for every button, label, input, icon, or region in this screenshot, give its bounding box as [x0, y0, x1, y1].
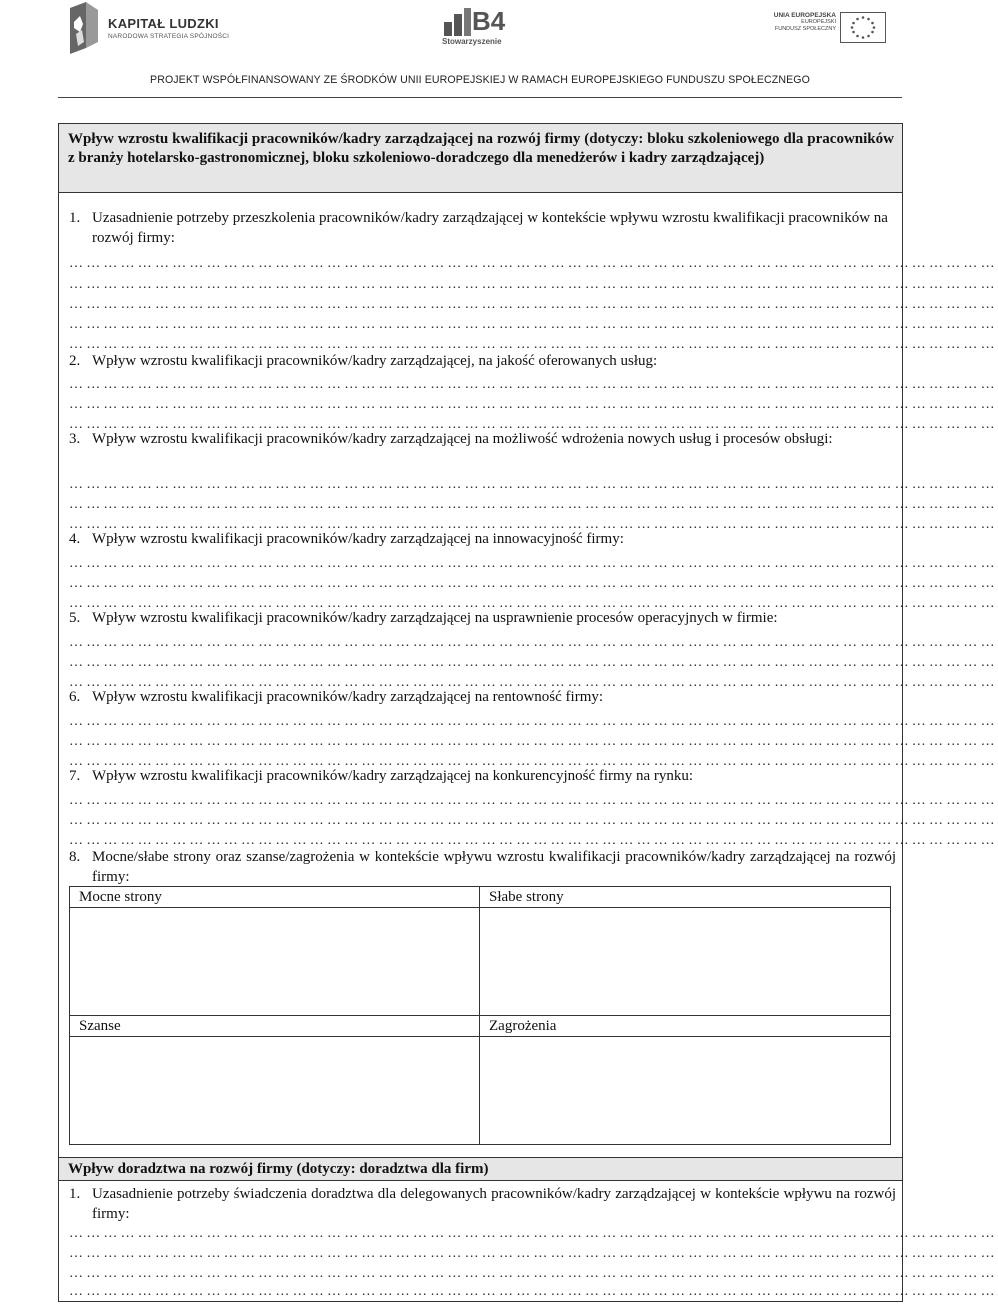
answer-line[interactable]: ………………………………………………………………………………………………………………………………………………	[69, 256, 998, 271]
answer-line[interactable]: ………………………………………………………………………………………………………………………………………………	[69, 793, 998, 808]
answer-line[interactable]: ………………………………………………………………………………………………………………………………………………	[69, 596, 998, 611]
header-divider	[58, 97, 902, 98]
question-5	[69, 608, 896, 628]
answer-line[interactable]: ………………………………………………………………………………………………………………………………………………	[69, 833, 998, 848]
eu-logo-text	[770, 12, 836, 33]
answer-line[interactable]: ………………………………………………………………………………………………………………………………………………	[69, 1266, 998, 1281]
answer-line[interactable]: ………………………………………………………………………………………………………………………………………………	[69, 477, 998, 492]
answer-line[interactable]: ………………………………………………………………………………………………………………………………………………	[69, 813, 998, 828]
answer-line[interactable]: ………………………………………………………………………………………………………………………………………………	[69, 1226, 998, 1241]
question-number: 1.	[69, 210, 81, 226]
question-number: 1.	[69, 1186, 81, 1202]
answer-line[interactable]: ………………………………………………………………………………………………………………………………………………	[69, 635, 998, 650]
question-text: Wpływ wzrostu kwalifikacji pracowników/kadry zarządzającej na rentowność firmy:	[92, 689, 604, 705]
answer-line[interactable]: ………………………………………………………………………………………………………………………………………………	[69, 317, 998, 332]
b4-emblem-icon	[442, 8, 472, 36]
question-2	[69, 351, 896, 371]
question-7	[69, 766, 896, 786]
swot-threats-label: Zagrożenia	[489, 1018, 557, 1034]
question-text: Wpływ wzrostu kwalifikacji pracowników/kadry zarządzającej na konkurencyjność firmy na rynku:	[92, 768, 694, 784]
kapital-ludzki-logo	[66, 2, 266, 56]
eu-logo	[770, 12, 890, 46]
answer-line[interactable]: ………………………………………………………………………………………………………………………………………………	[69, 714, 998, 729]
question-number: 6.	[69, 689, 81, 705]
question-number: 2.	[69, 353, 81, 369]
question-text: Uzasadnienie potrzeby przeszkolenia pracowników/kadry zarządzającej w kontekście wpływu wzrostu kwalifikacji pracowników na rozwój firmy:	[92, 210, 888, 246]
section-2-heading: Wpływ doradztwa na rozwój firmy (dotyczy: doradztwa dla firm)	[59, 1157, 902, 1181]
questionnaire-form	[58, 123, 998, 1302]
cofinancing-banner: PROJEKT WSPÓŁFINANSOWANY ZE ŚRODKÓW UNII EUROPEJSKIEJ W RAMACH EUROPEJSKIEGO FUNDUSZU SPOŁECZNEGO	[150, 74, 810, 86]
question-8	[69, 847, 896, 887]
swot-table	[69, 886, 891, 1145]
answer-line[interactable]: ………………………………………………………………………………………………………………………………………………	[69, 734, 998, 749]
question-4	[69, 529, 896, 549]
eu-flag-icon	[840, 12, 886, 43]
section-1-heading: Wpływ wzrostu kwalifikacji pracowników/kadry zarządzającej na rozwój firmy (dotyczy: bloku szkoleniowego dla pracowników z branży hotelarsko-gastronomicznej, bloku szkoleniowo-doradczego dla menedżerów i kadry zarządzającej)	[59, 124, 902, 193]
answer-line[interactable]: ………………………………………………………………………………………………………………………………………………	[69, 675, 998, 690]
swot-strengths-label: Mocne strony	[79, 889, 162, 905]
answer-line[interactable]: ………………………………………………………………………………………………………………………………………………	[69, 397, 998, 412]
answer-line[interactable]: ………………………………………………………………………………………………………………………………………………	[69, 1246, 998, 1261]
kapital-ludzki-subtitle: NARODOWA STRATEGIA SPÓJNOŚCI	[108, 33, 230, 40]
answer-line[interactable]: ………………………………………………………………………………………………………………………………………………	[69, 517, 998, 532]
question-number: 8.	[69, 849, 81, 865]
b4-subtitle: Stowarzyszenie	[442, 37, 502, 46]
answer-line[interactable]: ………………………………………………………………………………………………………………………………………………	[69, 297, 998, 312]
b4-logo	[442, 8, 522, 48]
question-number: 3.	[69, 431, 81, 447]
answer-line[interactable]: ………………………………………………………………………………………………………………………………………………	[69, 576, 998, 591]
question-number: 4.	[69, 531, 81, 547]
b4-title: B4	[472, 6, 506, 36]
kapital-ludzki-title: KAPITAŁ LUDZKI	[108, 16, 219, 31]
eu-line-2: EUROPEJSKI	[801, 19, 836, 25]
section-2-question-1	[69, 1184, 896, 1224]
kapital-ludzki-emblem-icon	[66, 2, 100, 54]
swot-opportunities-label: Szanse	[79, 1018, 121, 1034]
answer-line[interactable]: ………………………………………………………………………………………………………………………………………………	[69, 337, 998, 352]
question-text: Wpływ wzrostu kwalifikacji pracowników/kadry zarządzającej na innowacyjność firmy:	[92, 531, 624, 547]
swot-divider	[70, 1015, 890, 1016]
answer-line[interactable]: ………………………………………………………………………………………………………………………………………………	[69, 754, 998, 769]
answer-line[interactable]: ………………………………………………………………………………………………………………………………………………	[69, 556, 998, 571]
question-text: Wpływ wzrostu kwalifikacji pracowników/kadry zarządzającej na możliwość wdrożenia nowych usług i procesów obsługi:	[92, 431, 833, 447]
swot-divider	[70, 907, 890, 908]
question-number: 5.	[69, 610, 81, 626]
question-text: Mocne/słabe strony oraz szanse/zagrożenia w kontekście wpływu wzrostu kwalifikacji pracowników/kadry zarządzającej na rozwój firmy:	[92, 849, 896, 885]
question-text: Wpływ wzrostu kwalifikacji pracowników/kadry zarządzającej, na jakość oferowanych usług:	[92, 353, 658, 369]
answer-line[interactable]: ………………………………………………………………………………………………………………………………………………	[69, 655, 998, 670]
question-6	[69, 687, 896, 707]
question-text: Uzasadnienie potrzeby świadczenia doradztwa dla delegowanych pracowników/kadry zarządzającej w kontekście wpływu na rozwój firmy:	[92, 1186, 896, 1222]
eu-line-1: UNIA EUROPEJSKA	[773, 12, 836, 19]
question-1	[69, 208, 896, 248]
eu-line-3: FUNDUSZ SPOŁECZNY	[774, 26, 836, 32]
swot-divider	[70, 1036, 890, 1037]
question-3	[69, 429, 896, 449]
answer-line[interactable]: ………………………………………………………………………………………………………………………………………………	[69, 1284, 998, 1299]
answer-line[interactable]: ………………………………………………………………………………………………………………………………………………	[69, 417, 998, 432]
question-text: Wpływ wzrostu kwalifikacji pracowników/kadry zarządzającej na usprawnienie procesów operacyjnych w firmie:	[92, 610, 778, 626]
swot-weaknesses-label: Słabe strony	[489, 889, 564, 905]
answer-line[interactable]: ………………………………………………………………………………………………………………………………………………	[69, 497, 998, 512]
answer-line[interactable]: ………………………………………………………………………………………………………………………………………………	[69, 377, 998, 392]
question-number: 7.	[69, 768, 81, 784]
answer-line[interactable]: ………………………………………………………………………………………………………………………………………………	[69, 277, 998, 292]
